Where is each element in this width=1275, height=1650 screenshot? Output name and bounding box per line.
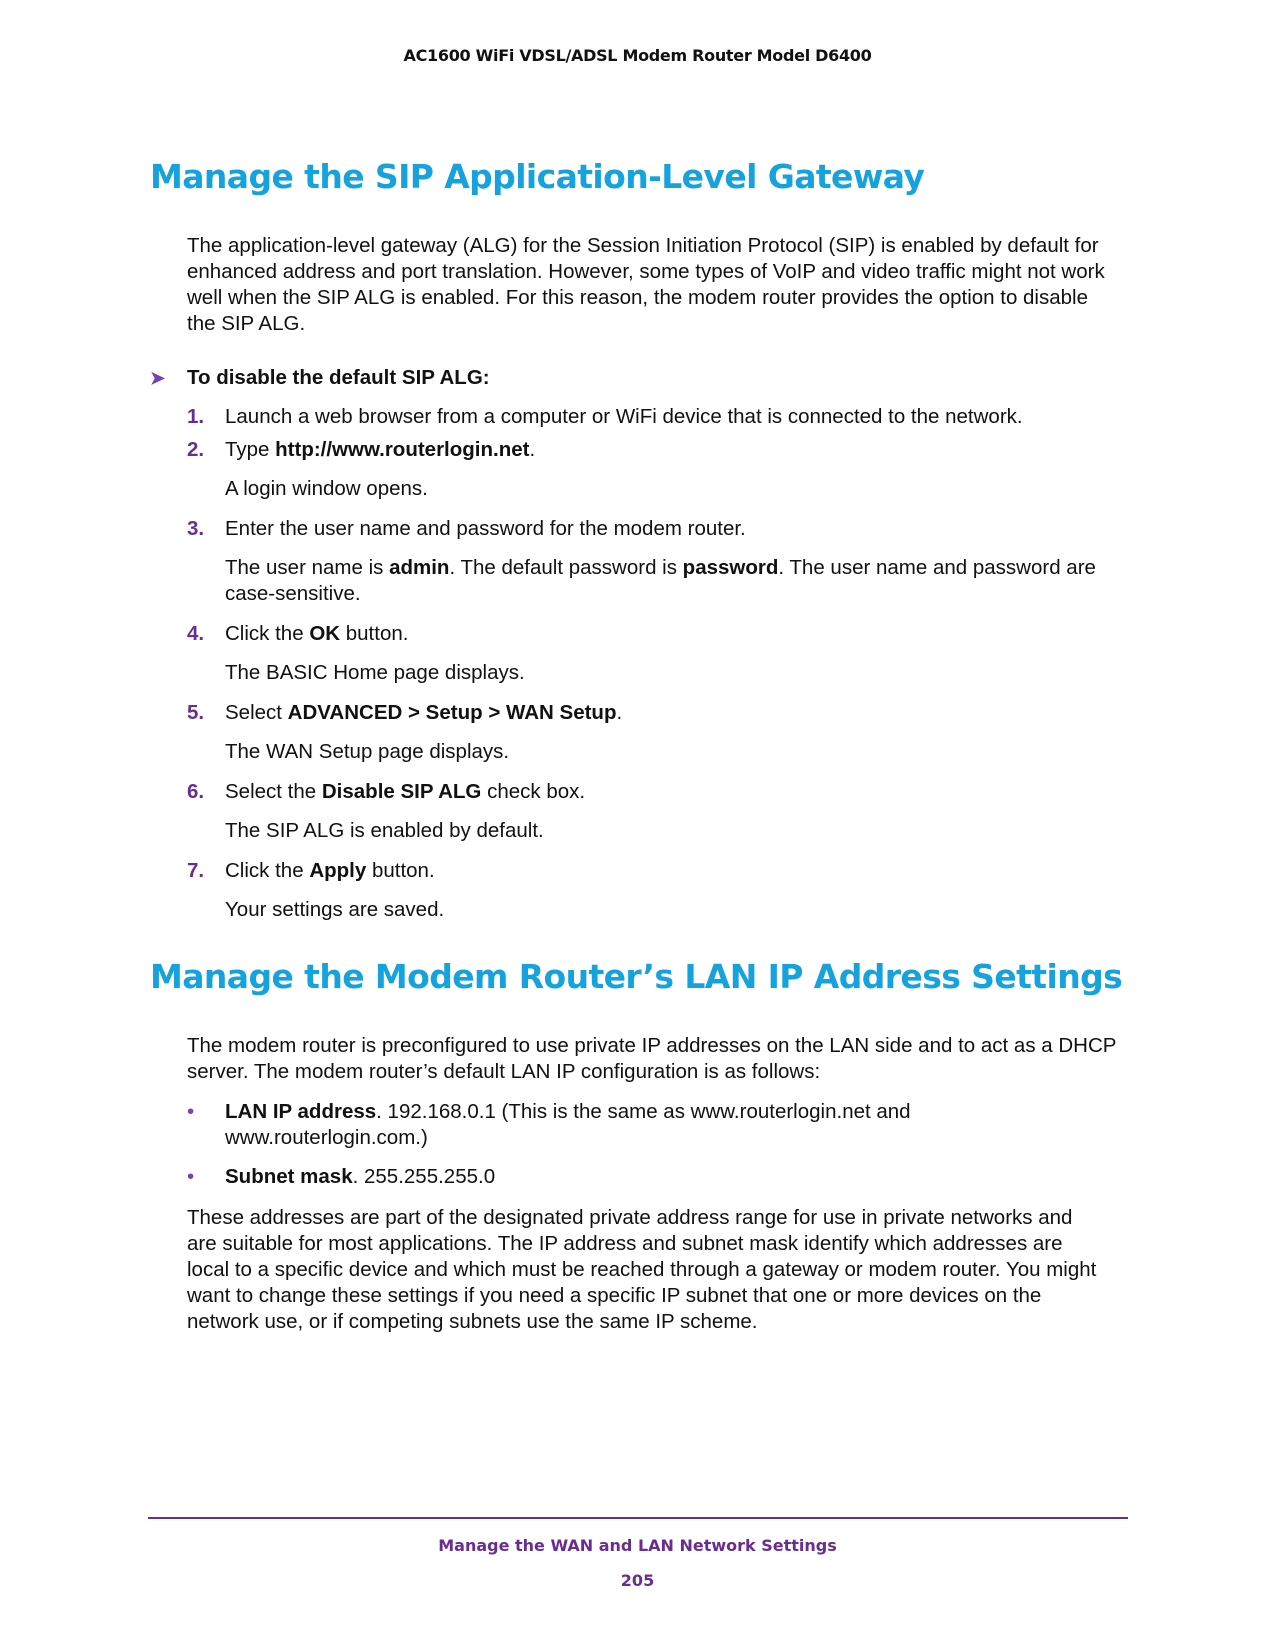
ui-label: Apply <box>309 859 367 882</box>
procedure-heading <box>150 366 490 390</box>
step-text: Launch a web browser from a computer or WiFi device that is connected to the network. <box>225 405 1023 428</box>
bullet-term: Subnet mask <box>225 1165 353 1188</box>
step-text-end: check box. <box>481 780 586 803</box>
step-4-result: The BASIC Home page displays. <box>225 661 525 684</box>
bullet-lan-ip <box>187 1099 1087 1151</box>
step-number: 2. <box>187 438 205 461</box>
bullet-text: . 192.168.0.1 (This is the same as www.routerlogin.net and www.routerlogin.com.) <box>225 1100 911 1149</box>
procedure-title: To disable the default SIP ALG: <box>187 366 490 389</box>
bullet-term: LAN IP address <box>225 1100 377 1123</box>
step-text: Enter the user name and password for the modem router. <box>225 517 746 540</box>
step-number: 1. <box>187 405 205 428</box>
step-number: 4. <box>187 622 205 645</box>
result-text: The user name is <box>225 556 390 579</box>
step-text: Select <box>225 701 288 724</box>
step-6-result: The SIP ALG is enabled by default. <box>225 819 544 842</box>
step-3 <box>187 516 1137 542</box>
step-3-result <box>225 555 1105 607</box>
step-text: Type <box>225 438 276 461</box>
step-text: Select the <box>225 780 322 803</box>
lan-intro-text: The modem router is preconfigured to use private IP addresses on the LAN side and to act as a DHCP server. The modem router’s default LAN IP configuration is as follows: <box>187 1034 1117 1083</box>
url-text: http://www.routerlogin.net <box>275 438 530 461</box>
result-text: . The default password is <box>449 556 683 579</box>
step-7 <box>187 858 1137 884</box>
step-1 <box>187 404 1137 430</box>
page-number: 205 <box>620 1571 655 1590</box>
step-text: Click the <box>225 622 310 645</box>
lan-intro-paragraph <box>187 1033 1117 1085</box>
bullet-dot-icon: • <box>187 1100 195 1123</box>
step-4 <box>187 621 1137 647</box>
step-text: Click the <box>225 859 310 882</box>
username-value: admin <box>389 556 450 579</box>
footer-chapter-title: Manage the WAN and LAN Network Settings <box>438 1536 837 1555</box>
step-text-end: button. <box>366 859 435 882</box>
bullet-dot-icon: • <box>187 1165 195 1188</box>
step-number: 3. <box>187 517 205 540</box>
step-number: 7. <box>187 859 205 882</box>
step-2 <box>187 437 1137 463</box>
sip-intro-text: The application-level gateway (ALG) for the Session Initiation Protocol (SIP) is enabled by default for enhanced address and port translation. However, some types of VoIP and video traffic might not work well when the SIP ALG is enabled. For this reason, the modem router provides the option to disable the SIP ALG. <box>187 234 1105 335</box>
step-text-end: button. <box>340 622 409 645</box>
password-value: password <box>682 556 779 579</box>
menu-path: ADVANCED > Setup > WAN Setup <box>287 701 617 724</box>
step-text-end: . <box>529 438 536 461</box>
lan-closing-text: These addresses are part of the designated private address range for use in private networks and are suitable for most applications. The IP address and subnet mask identify which addresses are local to a specific device and which must be reached through a gateway or modem router. You might want to change these settings if you need a specific IP subnet that one or more devices on the network use, or if competing subnets use the same IP scheme. <box>187 1206 1097 1333</box>
bullet-text: . 255.255.255.0 <box>352 1165 496 1188</box>
running-header: AC1600 WiFi VDSL/ADSL Modem Router Model D6400 <box>403 46 872 65</box>
sip-intro-paragraph <box>187 233 1117 337</box>
section-heading-sip-alg: Manage the SIP Application-Level Gateway <box>150 157 925 196</box>
step-text-end: . <box>616 701 623 724</box>
step-number: 5. <box>187 701 205 724</box>
step-7-result: Your settings are saved. <box>225 898 445 921</box>
footer-divider <box>148 1517 1128 1519</box>
result-text: . The user name and password are case-sensitive. <box>225 556 1096 605</box>
lan-closing-paragraph <box>187 1205 1107 1335</box>
ui-label: OK <box>309 622 341 645</box>
step-5 <box>187 700 1137 726</box>
step-number: 6. <box>187 780 205 803</box>
step-2-result: A login window opens. <box>225 477 428 500</box>
arrow-bullet-icon: ➤ <box>150 368 166 388</box>
ui-label: Disable SIP ALG <box>321 780 482 803</box>
section-heading-lan-ip: Manage the Modem Router’s LAN IP Address Settings <box>150 957 1123 996</box>
step-5-result: The WAN Setup page displays. <box>225 740 510 763</box>
bullet-subnet-mask <box>187 1164 1087 1190</box>
step-6 <box>187 779 1137 805</box>
